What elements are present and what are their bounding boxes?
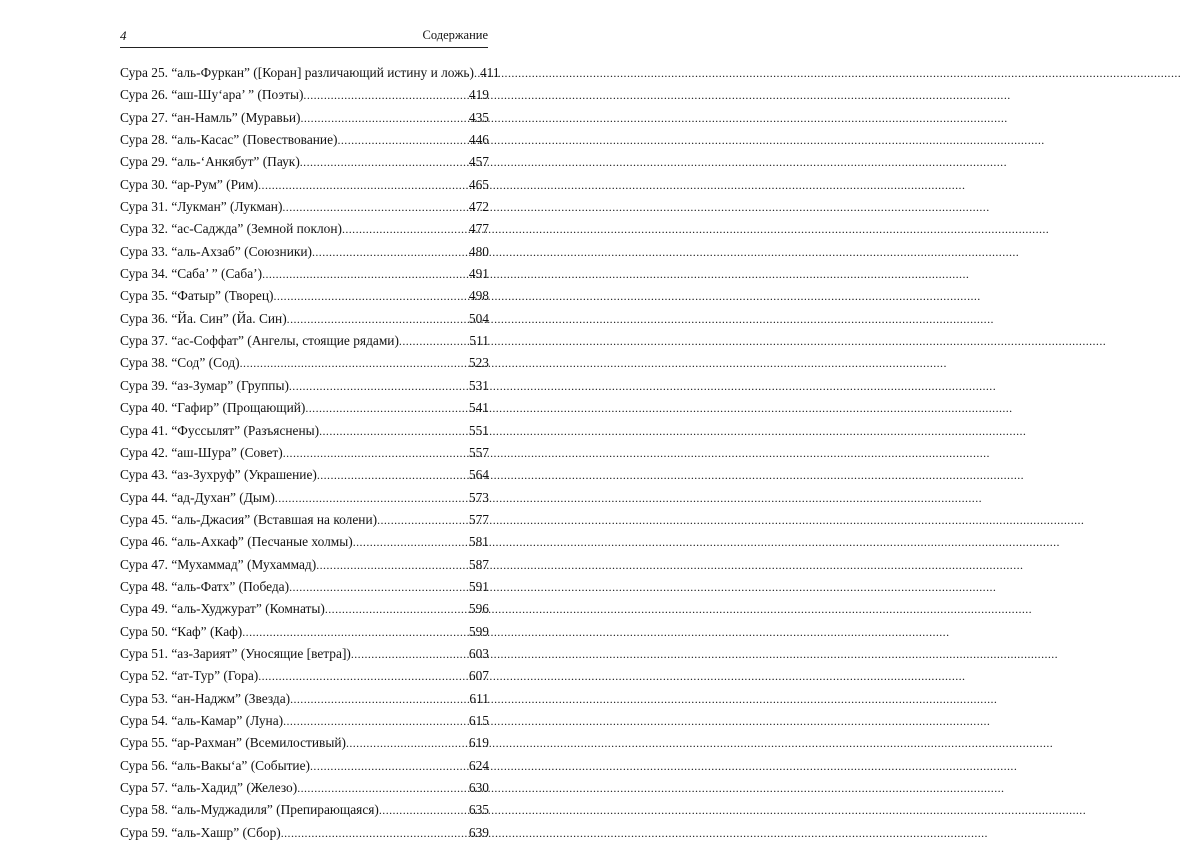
toc-entry-title: Сура 28. “аль-Касас” (Повествование) [120,132,338,148]
dot-leader [300,111,468,126]
toc-entry-title: Сура 31. “Лукман” (Лукман) [120,199,283,215]
toc-entry-title: Сура 54. “аль-Камар” (Луна) [120,712,284,728]
dot-leader [316,558,469,573]
toc-entry [120,311,489,333]
page-number: 4 [120,28,127,43]
dot-leader [275,491,469,506]
toc-entry-title: Сура 44. “ад-Духан” (Дым) [120,489,275,505]
toc-entry [120,802,489,824]
toc-entry-title: Сура 51. “аз-Зарият” (Уносящие [ветра]) [120,645,351,661]
dot-leader [317,468,469,483]
toc-entry [120,557,489,579]
toc-entry-page: 607 [468,668,489,684]
toc-entry-page: 480 [468,243,489,259]
toc-entry-title: Сура 34. “Саба’ ” (Саба’) [120,266,263,282]
toc-entry-page: 541 [468,400,489,416]
toc-entry-page: 491 [468,266,489,282]
dot-leader [305,401,469,416]
toc-entry [120,445,489,467]
dot-leader [240,356,469,371]
dot-leader [242,625,469,640]
toc-entry-page: 611 [469,690,489,706]
dot-leader [283,714,469,729]
toc-entry [120,624,489,646]
dot-leader [325,602,469,617]
toc-entry-title: Сура 35. “Фатыр” (Творец) [120,288,274,304]
dot-leader [289,379,469,394]
toc-entry-title: Сура 57. “аль-Хадид” (Железо) [120,780,298,795]
dot-leader [300,155,469,170]
toc-entry [120,668,489,690]
toc-entry-title: Сура 55. “ар-Рахман” (Всемилостивый) [120,735,346,751]
toc-entry [120,65,500,87]
toc-entry-title: Сура 58. “аль-Муджадиля” (Препирающаяся) [120,802,379,818]
toc-entry-title: Сура 33. “аль-Ахзаб” (Союзники) [120,243,312,259]
toc-entry-page: 465 [468,176,489,192]
toc-entry [120,780,489,802]
toc-entry-title: Сура 40. “Гафир” (Прощающий) [120,400,306,416]
toc-entry [120,713,489,735]
dot-leader [282,200,469,215]
toc-entry [120,467,489,489]
toc-entry-title: Сура 30. “ар-Рум” (Рим) [120,176,259,192]
toc-entry-title: Сура 43. “аз-Зухруф” (Украшение) [120,467,317,483]
toc-entry-page: 599 [468,623,489,639]
dot-leader [351,647,469,662]
toc-entry [120,691,489,713]
toc-entry-title: Сура 49. “аль-Худжурат” (Комнаты) [120,601,325,617]
dot-leader [319,424,469,439]
toc-entry-page: 477 [468,221,489,237]
toc-entry-title: Сура 32. “ас-Саджда” (Земной поклон) [120,221,342,237]
dot-leader [297,781,469,796]
dot-leader [281,826,469,841]
dot-leader [377,513,469,528]
toc-entry [120,646,489,668]
toc-entry-title: Сура 26. “аш-Шу‘ара’ ” (Поэты) [120,87,304,103]
dot-leader [346,736,469,751]
page-header [120,28,488,46]
toc-entry [120,199,489,221]
dot-leader [379,803,469,818]
dot-leader [353,535,469,550]
toc-entry-title: Сура 38. “Сод” (Сод) [120,355,240,371]
dot-leader [310,759,469,774]
toc-entry-page: 472 [468,199,489,215]
toc-entry-title: Сура 56. “аль-Вакы‘а” (Событие) [120,757,311,773]
toc-entry-title: Сура 59. “аль-Хашр” (Сбор) [120,824,281,840]
toc-entry-page: 511 [469,333,489,349]
toc-entry-page: 630 [468,780,489,795]
dot-leader [312,245,469,260]
dot-leader [338,133,469,148]
toc-entry-page: 603 [468,645,489,661]
toc-entry [120,132,489,154]
dot-leader [283,446,469,461]
toc-entry-page: 619 [468,735,489,751]
toc-entry-page: 581 [468,534,489,550]
toc-entry-page: 551 [468,422,489,438]
dot-leader [258,669,469,684]
toc-entry-title: Сура 39. “аз-Зумар” (Группы) [120,377,289,393]
toc-entry [120,177,489,199]
toc-entry-page: 615 [468,712,489,728]
toc-entry-page: 446 [468,132,489,148]
toc-entry-page: 577 [468,511,489,527]
toc-entry-title: Сура 45. “аль-Джасия” (Вставшая на колени) [120,511,378,527]
toc-entry-page: 504 [468,310,489,326]
toc-entry-title: Сура 41. “Фуссылят” (Разъяснены) [120,422,320,438]
dot-leader [289,580,469,595]
section-title: Содержание [422,28,488,42]
toc-entry-page: 457 [468,154,489,170]
toc-entry [120,579,489,601]
toc-entry [120,244,489,266]
toc-entry-title: Сура 29. “аль-‘Анкябут” (Паук) [120,154,300,170]
table-of-contents [120,65,500,847]
toc-entry-page: 596 [468,601,489,617]
toc-entry-title: Сура 47. “Мухаммад” (Мухаммад) [120,556,317,572]
toc-entry-page: 498 [468,288,489,304]
toc-entry-page: 557 [468,444,489,460]
toc-entry-title: Сура 36. “Йа. Син” (Йа. Син) [120,310,287,326]
toc-entry [120,400,489,422]
toc-entry-title: Сура 50. “Каф” (Каф) [120,623,243,639]
header-rule [120,47,488,48]
dot-leader [342,222,469,237]
toc-entry-page: 419 [468,87,489,103]
dot-leader [290,692,469,707]
dot-leader [273,289,468,304]
toc-entry [120,735,489,757]
toc-entry-title: Сура 25. “аль-Фуркан” ([Коран] различающий истину и ложь) [120,65,474,80]
toc-entry-page: 523 [468,355,489,371]
toc-entry-page: 639 [468,824,489,840]
toc-entry-page: 531 [468,377,489,393]
toc-entry [120,333,489,355]
toc-entry-page: 564 [468,467,489,483]
toc-entry-title: Сура 46. “аль-Ахкаф” (Песчаные холмы) [120,534,353,550]
toc-entry-title: Сура 37. “ас-Соффат” (Ангелы, стоящие рядами) [120,333,399,349]
toc-entry [120,512,489,534]
toc-entry [120,221,489,243]
toc-entry-page: 624 [468,757,489,773]
toc-entry [120,110,489,132]
dot-leader [399,334,469,349]
toc-entry-page: 435 [468,109,489,125]
toc-entry-title: Сура 48. “аль-Фатх” (Победа) [120,578,290,594]
toc-entry [120,490,489,512]
toc-entry [120,266,489,288]
toc-entry-page: 411 [479,65,500,80]
dot-leader [262,267,469,282]
toc-entry [120,825,489,847]
toc-entry-page: 591 [468,578,489,594]
dot-leader [303,88,468,103]
toc-entry-title: Сура 27. “ан-Намль” (Муравьи) [120,109,301,125]
dot-leader [287,312,469,327]
toc-entry-page: 635 [468,802,489,818]
toc-entry [120,288,489,310]
toc-entry [120,423,489,445]
toc-entry [120,534,489,556]
toc-entry-title: Сура 42. “аш-Шура” (Совет) [120,444,283,460]
toc-entry-page: 587 [468,556,489,572]
toc-entry-page: 573 [468,489,489,505]
toc-entry [120,601,489,623]
toc-entry [120,154,489,176]
toc-entry [120,378,489,400]
toc-entry [120,758,489,780]
toc-entry-title: Сура 53. “ан-Наджм” (Звезда) [120,690,291,706]
toc-entry-title: Сура 52. “ат-Тур” (Гора) [120,668,259,684]
toc-entry [120,355,489,377]
toc-entry [120,87,489,109]
dot-leader [258,178,469,193]
